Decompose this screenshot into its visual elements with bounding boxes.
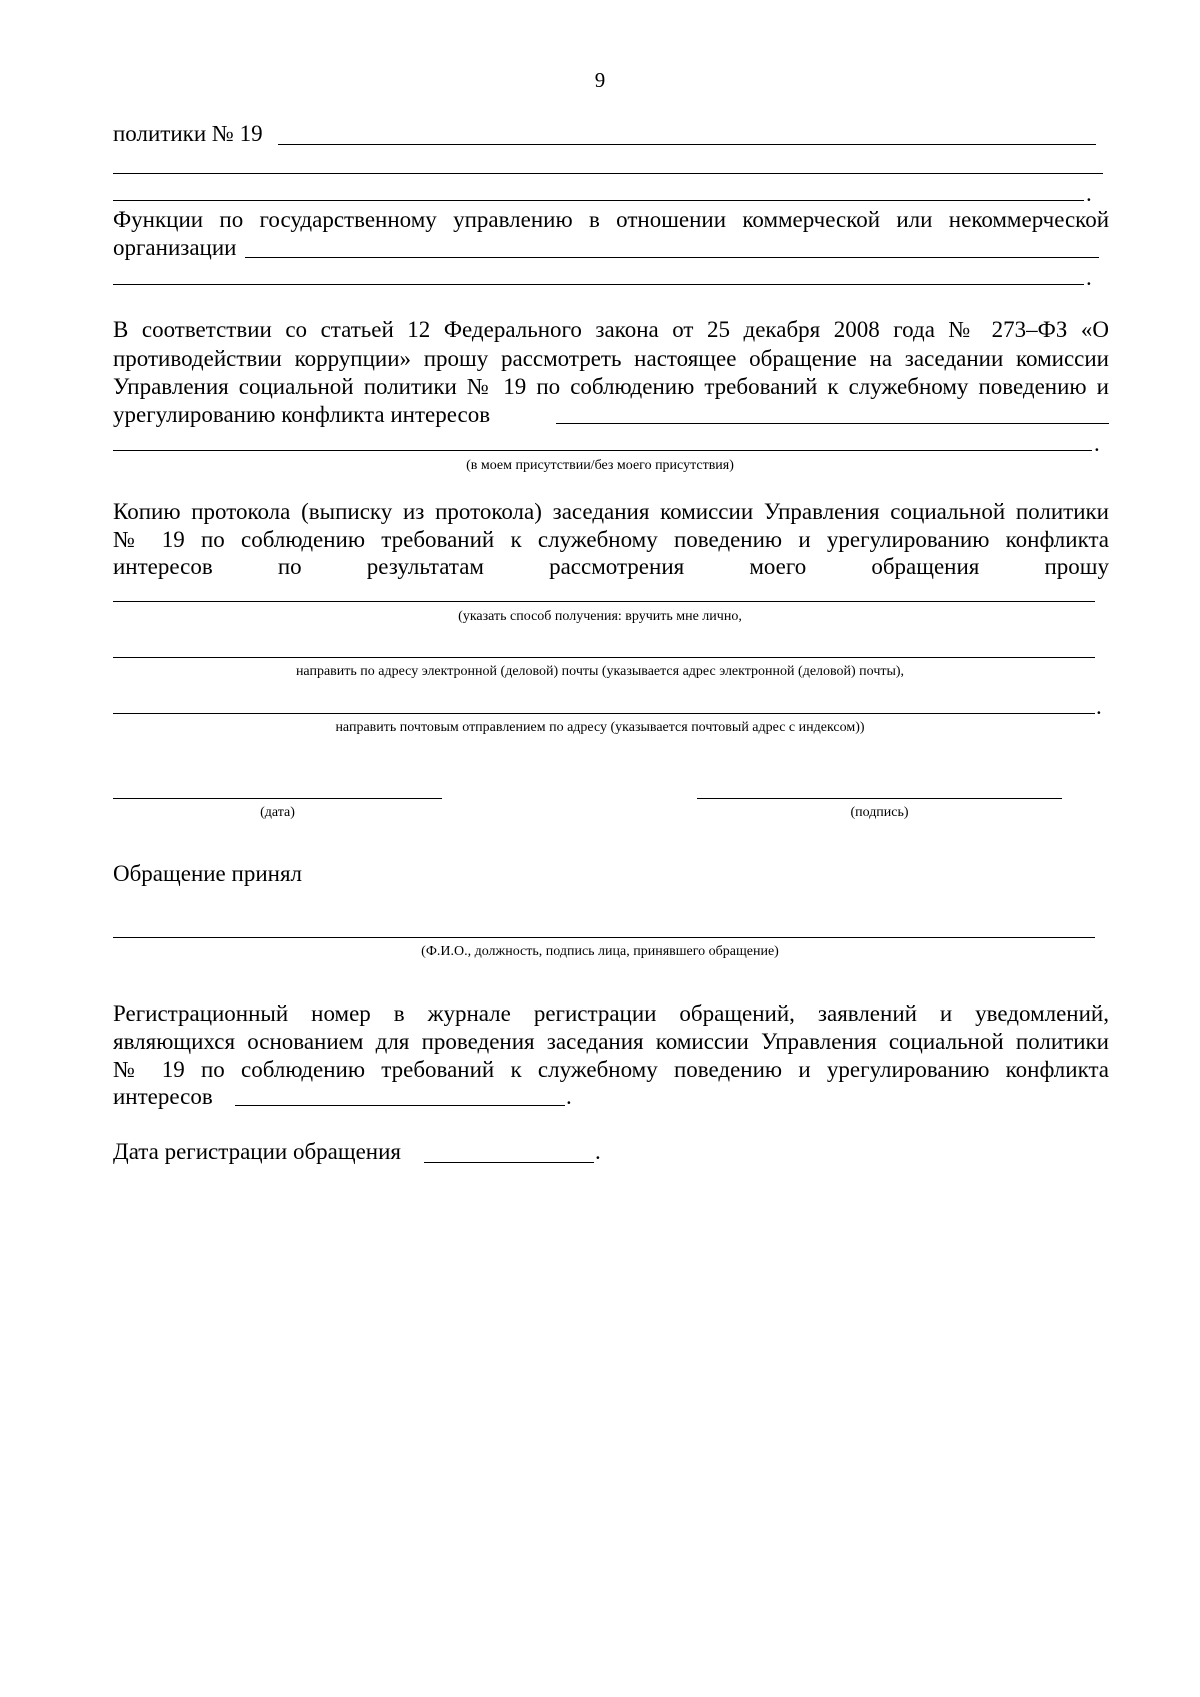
header-blank-line[interactable]	[278, 144, 1096, 145]
registration-number-blank[interactable]	[235, 1105, 565, 1106]
registration-line-2: являющихся основанием для проведения заседания комиссии Управления социальной политики	[113, 1029, 1109, 1054]
request-line-4: урегулированию конфликта интересов	[113, 402, 491, 427]
functions-organization-label: организации	[113, 235, 237, 260]
delivery-blank-line-1[interactable]	[113, 601, 1095, 602]
copy-line-3: интересов по результатам рассмотрения моего обращения прошу	[113, 554, 1109, 579]
functions-text: Функции по государственному управлению в отношении коммерческой или некоммерческой	[113, 207, 1109, 232]
organization-blank-line-2[interactable]	[113, 284, 1084, 285]
accepted-label: Обращение принял	[113, 861, 302, 886]
copy-line-1: Копию протокола (выписку из протокола) заседания комиссии Управления социальной политики	[113, 499, 1109, 524]
request-line-1: В соответствии со статьей 12 Федерального закона от 25 декабря 2008 года № 273–ФЗ «О	[113, 317, 1109, 342]
date-caption: (дата)	[260, 805, 295, 820]
page-number: 9	[594, 68, 606, 92]
delivery-blank-line-3[interactable]	[113, 713, 1095, 714]
accepted-blank-line[interactable]	[113, 937, 1095, 938]
delivery-caption-3: направить почтовым отправлением по адресу (указывается почтовый адрес с индексом))	[335, 720, 865, 735]
presence-blank-line[interactable]	[556, 423, 1109, 424]
registration-date-label: Дата регистрации обращения	[113, 1139, 401, 1164]
presence-period: .	[1094, 431, 1100, 456]
registration-line-3: № 19 по соблюдению требований к служебному поведению и урегулированию конфликта	[113, 1057, 1109, 1082]
registration-line-4: интересов	[113, 1084, 213, 1109]
date-blank-line[interactable]	[113, 798, 442, 799]
header-blank-line-2[interactable]	[113, 173, 1103, 174]
registration-date-period: .	[595, 1139, 601, 1164]
delivery-caption-1: (указать способ получения: вручить мне лично,	[458, 609, 742, 624]
registration-date-blank[interactable]	[424, 1162, 594, 1163]
header-period: .	[1086, 181, 1092, 206]
delivery-period: .	[1096, 694, 1102, 719]
header-prefix: политики № 19	[113, 121, 263, 146]
presence-caption: (в моем присутствии/без моего присутствия)	[466, 458, 734, 473]
signature-blank-line[interactable]	[697, 798, 1062, 799]
organization-period: .	[1086, 265, 1092, 290]
header-blank-line-3[interactable]	[113, 200, 1084, 201]
delivery-caption-2: направить по адресу электронной (деловой) почты (указывается адрес электронной (деловой) почты),	[295, 664, 905, 679]
request-line-2: противодействии коррупции» прошу рассмотреть настоящее обращение на заседании комиссии	[113, 346, 1109, 371]
request-line-3: Управления социальной политики № 19 по соблюдению требований к служебному поведению и	[113, 374, 1109, 399]
presence-blank-line-2[interactable]	[113, 450, 1092, 451]
copy-line-2: № 19 по соблюдению требований к служебному поведению и урегулированию конфликта	[113, 527, 1109, 552]
registration-line-1: Регистрационный номер в журнале регистрации обращений, заявлений и уведомлений,	[113, 1001, 1109, 1026]
organization-blank-line[interactable]	[245, 257, 1099, 258]
registration-period: .	[566, 1084, 572, 1109]
signature-caption: (подпись)	[850, 805, 909, 820]
accepted-caption: (Ф.И.О., должность, подпись лица, принявшего обращение)	[421, 944, 779, 959]
delivery-blank-line-2[interactable]	[113, 657, 1095, 658]
